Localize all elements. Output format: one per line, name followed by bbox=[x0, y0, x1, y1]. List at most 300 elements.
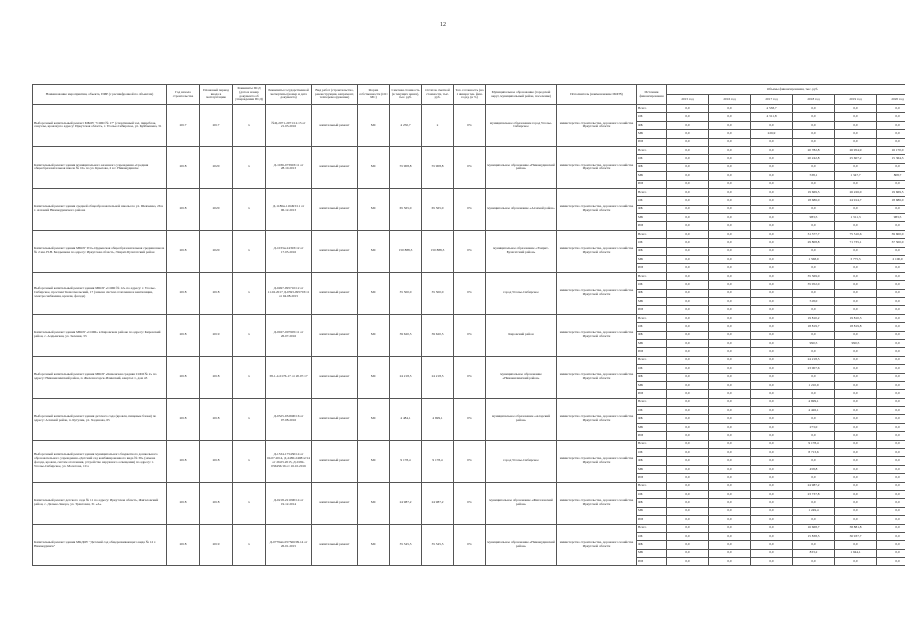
funding-value: 24 218,5 bbox=[793, 356, 835, 364]
funding-value: 0,0 bbox=[667, 482, 709, 490]
funding-value: 19 669,5 bbox=[877, 188, 905, 196]
funding-value: 0,0 bbox=[751, 381, 793, 389]
funding-value: 0,0 bbox=[793, 222, 835, 230]
municipality: муниципальное образование «Алзамай район» bbox=[486, 188, 557, 230]
funding-value: 0,0 bbox=[751, 323, 793, 331]
executor: министерство строительства, дорожного хозяйства Иркутской области bbox=[557, 230, 637, 272]
municipality: муниципальное образование город Усолье-Сибирское bbox=[486, 105, 557, 147]
funding-value: 0,0 bbox=[835, 205, 877, 213]
year-commission: 2018 bbox=[200, 482, 233, 524]
funding-value: 0,0 bbox=[709, 440, 751, 448]
funding-value: 0,0 bbox=[709, 105, 751, 113]
funding-value: 0,0 bbox=[751, 339, 793, 347]
funding-value: 0,0 bbox=[835, 465, 877, 473]
funding-value: 35 569,0 bbox=[793, 272, 835, 280]
estimated-cost: 4 250,7 bbox=[390, 105, 422, 147]
funding-value: 0,0 bbox=[751, 272, 793, 280]
funding-source-label: МБ bbox=[637, 339, 667, 347]
funding-value: 0,0 bbox=[667, 272, 709, 280]
municipality: муниципальное образование «Эхирит-Булагатский район» bbox=[486, 230, 557, 272]
funding-value: 0,0 bbox=[751, 281, 793, 289]
funding-value: 0,0 bbox=[835, 222, 877, 230]
funding-value: 0,0 bbox=[877, 398, 905, 406]
funding-value: 4 426,1 bbox=[793, 407, 835, 415]
readiness: 0% bbox=[454, 398, 486, 440]
funding-value: 0,0 bbox=[877, 314, 905, 322]
table-row bbox=[33, 440, 905, 448]
funding-value: 39 600,0 bbox=[877, 230, 905, 238]
funding-value: 0,0 bbox=[709, 281, 751, 289]
funding-value: 0,0 bbox=[835, 264, 877, 272]
funding-value: 0,0 bbox=[793, 390, 835, 398]
funding-value: 0,0 bbox=[877, 516, 905, 524]
funding-value: 24 987,2 bbox=[793, 482, 835, 490]
expertise-details: Д-1033н-24393/12 от 17.05.2016 bbox=[266, 230, 312, 272]
funding-value: 0,0 bbox=[667, 432, 709, 440]
funding-value: 0,0 bbox=[667, 558, 709, 566]
funding-value: 35 052,0 bbox=[793, 281, 835, 289]
work-type: капитальный ремонт bbox=[312, 482, 358, 524]
expertise-details: 38-1-4-0176-17 от 20.07.17 bbox=[266, 356, 312, 398]
header-year: 2017 год bbox=[751, 95, 793, 105]
funding-value: 0,0 bbox=[667, 306, 709, 314]
readiness: 0% bbox=[454, 356, 486, 398]
funding-value: 0,0 bbox=[835, 432, 877, 440]
object-name: Капитальный ремонт здания МКДОУ "Детский сад общеразвивающего вида № 12 г. Нижнеудинск" bbox=[33, 524, 167, 566]
ownership: МС bbox=[358, 188, 390, 230]
funding-value: 0,0 bbox=[835, 163, 877, 171]
table-row bbox=[33, 146, 905, 154]
funding-value: 0,0 bbox=[877, 289, 905, 297]
year-start: 2018 bbox=[167, 146, 200, 188]
funding-value: 0,0 bbox=[877, 272, 905, 280]
municipality: муниципальное образование «Аларский район» bbox=[486, 398, 557, 440]
funding-value: 0,0 bbox=[667, 256, 709, 264]
funding-value: 0,0 bbox=[709, 558, 751, 566]
funding-value: 26 226,0 bbox=[835, 188, 877, 196]
funding-value: 0,0 bbox=[709, 415, 751, 423]
funding-value: 0,0 bbox=[835, 272, 877, 280]
funding-value: 0,0 bbox=[667, 281, 709, 289]
funding-value: 518,0 bbox=[793, 297, 835, 305]
funding-source-label: ОБ bbox=[637, 239, 667, 247]
readiness: 0% bbox=[454, 188, 486, 230]
funding-value: 0,0 bbox=[709, 323, 751, 331]
funding-value: 0,0 bbox=[793, 373, 835, 381]
pdd-details: x bbox=[233, 440, 266, 482]
funding-value: 75 510,6 bbox=[835, 230, 877, 238]
funding-value: 0,0 bbox=[877, 440, 905, 448]
funding-value: 0,0 bbox=[709, 398, 751, 406]
funding-value: 0,0 bbox=[709, 457, 751, 465]
funding-value: 4 699,1 bbox=[793, 398, 835, 406]
year-commission: 2019 bbox=[200, 524, 233, 566]
funding-value: 0,0 bbox=[835, 281, 877, 289]
funding-value: 0,0 bbox=[751, 188, 793, 196]
funding-value: 0,0 bbox=[709, 272, 751, 280]
funding-value: 0,0 bbox=[709, 130, 751, 138]
funding-value: 0,0 bbox=[709, 365, 751, 373]
funding-value: 0,0 bbox=[667, 197, 709, 205]
year-commission: 2018 bbox=[200, 440, 233, 482]
funding-value: 0,0 bbox=[709, 449, 751, 457]
table-row bbox=[33, 482, 905, 490]
funding-value: 0,0 bbox=[793, 105, 835, 113]
funding-value: 16 668,7 bbox=[793, 524, 835, 532]
funding-value: 0,0 bbox=[667, 188, 709, 196]
funding-value: 0,0 bbox=[877, 507, 905, 515]
table-body bbox=[33, 105, 905, 566]
funding-source-label: ФБ bbox=[637, 373, 667, 381]
work-type: капитальный ремонт bbox=[312, 188, 358, 230]
funding-source-label: ФБ bbox=[637, 415, 667, 423]
funding-value: 0,0 bbox=[835, 482, 877, 490]
funding-value: 0,0 bbox=[835, 407, 877, 415]
estimated-cost: 150 888,3 bbox=[390, 230, 422, 272]
object-name: Выборочный капитальный ремонт МБОУ "СОШ № 17" (спортивный зал, пищеблок, санузлы, кровля) по адресу: Иркутская область, г. Усолье-Сибирское, ул. Куйбышева, 31 bbox=[33, 105, 167, 147]
funding-value: 0,0 bbox=[751, 407, 793, 415]
pdd-details: x bbox=[233, 398, 266, 440]
funding-source-label: ОБ bbox=[637, 449, 667, 457]
funding-value: 0,0 bbox=[751, 440, 793, 448]
funding-value: 0,0 bbox=[709, 256, 751, 264]
funding-value: 0,0 bbox=[709, 532, 751, 540]
funding-value: 0,0 bbox=[751, 306, 793, 314]
funding-value: 0,0 bbox=[667, 490, 709, 498]
executor: министерство строительства, дорожного хозяйства Иркутской области bbox=[557, 272, 637, 314]
funding-value: 0,0 bbox=[877, 281, 905, 289]
funding-source-label: Всего bbox=[637, 188, 667, 196]
executor: министерство строительства, дорожного хозяйства Иркутской области bbox=[557, 482, 637, 524]
object-name: Капитальный ремонт здания МБОУ «СОШ» в Кировском районе по адресу: Кировский район, с. Алдынская, ул. Зеленая, 33 bbox=[33, 314, 167, 356]
funding-value: 0,0 bbox=[793, 516, 835, 524]
funding-value: 0,0 bbox=[835, 398, 877, 406]
funding-value: 0,0 bbox=[877, 490, 905, 498]
funding-value: 0,0 bbox=[751, 532, 793, 540]
funding-value: 0,0 bbox=[667, 356, 709, 364]
remaining-cost: 4 699,1 bbox=[422, 398, 454, 440]
funding-value: 0,0 bbox=[709, 432, 751, 440]
funding-source-label: ИИ bbox=[637, 474, 667, 482]
funding-value: 0,0 bbox=[751, 449, 793, 457]
funding-value: 0,0 bbox=[877, 390, 905, 398]
header-municipality: Муниципальное образование (городской округ, муниципальный район, поселение) bbox=[486, 85, 557, 105]
funding-value: 808,7 bbox=[877, 172, 905, 180]
pdd-details: x bbox=[233, 356, 266, 398]
funding-value: 0,0 bbox=[877, 549, 905, 557]
expertise-details: Д-0779нп-057560/09.14 от 26.01.2015 bbox=[266, 524, 312, 566]
funding-value: 18 819,7 bbox=[793, 323, 835, 331]
header-executor: Исполнитель (наименование ИОГВ) bbox=[557, 85, 637, 105]
funding-value: 0,0 bbox=[667, 440, 709, 448]
funding-value: 0,0 bbox=[667, 373, 709, 381]
funding-value: 0,0 bbox=[877, 163, 905, 171]
readiness: 0% bbox=[454, 146, 486, 188]
object-name: Выборочный капитальный ремонт здания МБОУ «Каменская средняя СОШ № 2» по адресу: Нижнеилимский район, п. Железногорск-Илимский, квартал 1, дом 43 bbox=[33, 356, 167, 398]
funding-value: 0,0 bbox=[877, 381, 905, 389]
funding-value: 0,0 bbox=[793, 541, 835, 549]
funding-value: 0,0 bbox=[835, 130, 877, 138]
year-start: 2018 bbox=[167, 314, 200, 356]
municipality: Кировский район bbox=[486, 314, 557, 356]
funding-value: 0,0 bbox=[835, 440, 877, 448]
ownership: МС bbox=[358, 440, 390, 482]
funding-value: 0,0 bbox=[835, 457, 877, 465]
year-start: 2018 bbox=[167, 272, 200, 314]
funding-value: 0,0 bbox=[709, 423, 751, 431]
funding-value: 0,0 bbox=[709, 499, 751, 507]
year-start: 2018 bbox=[167, 188, 200, 230]
funding-value: 0,0 bbox=[667, 138, 709, 146]
funding-value: 0,0 bbox=[667, 532, 709, 540]
ownership: МС bbox=[358, 482, 390, 524]
funding-value: 0,0 bbox=[877, 482, 905, 490]
funding-value: 0,0 bbox=[667, 163, 709, 171]
header-year: 2016 год bbox=[709, 95, 751, 105]
remaining-cost: 24 987,2 bbox=[422, 482, 454, 524]
funding-source-label: ОБ bbox=[637, 281, 667, 289]
funding-value: 71 735,1 bbox=[835, 239, 877, 247]
funding-value: 0,0 bbox=[751, 365, 793, 373]
funding-value: 23 737,8 bbox=[793, 490, 835, 498]
funding-value: 0,0 bbox=[709, 549, 751, 557]
executor: министерство строительства, дорожного хозяйства Иркутской области bbox=[557, 314, 637, 356]
pdd-details: x bbox=[233, 105, 266, 147]
funding-value: 0,0 bbox=[751, 415, 793, 423]
expertise-details: №Ц-2071-2071/12.15 от 21.03.2016 bbox=[266, 105, 312, 147]
header-expertise: Реквизиты государственной экспертизы (номер и дата документа) bbox=[266, 85, 312, 105]
funding-source-label: ОБ bbox=[637, 197, 667, 205]
table-row bbox=[33, 524, 905, 532]
pdd-details: x bbox=[233, 272, 266, 314]
work-type: капитальный ремонт bbox=[312, 356, 358, 398]
funding-value: 0,0 bbox=[751, 457, 793, 465]
funding-value: 0,0 bbox=[709, 205, 751, 213]
executor: министерство строительства, дорожного хозяйства Иркутской области bbox=[557, 356, 637, 398]
municipality: город Усолье-Сибирское bbox=[486, 440, 557, 482]
pdd-details: x bbox=[233, 314, 266, 356]
funding-source-label: Всего bbox=[637, 524, 667, 532]
funding-value: 0,0 bbox=[667, 390, 709, 398]
funding-value: 0,0 bbox=[751, 214, 793, 222]
funding-source-label: МБ bbox=[637, 130, 667, 138]
year-commission: 2020 bbox=[200, 230, 233, 272]
funding-value: 0,0 bbox=[667, 323, 709, 331]
funding-value: 0,0 bbox=[877, 113, 905, 121]
funding-value: 0,0 bbox=[793, 180, 835, 188]
funding-value: 0,0 bbox=[709, 138, 751, 146]
funding-value: 0,0 bbox=[709, 507, 751, 515]
funding-value: 0,0 bbox=[751, 138, 793, 146]
funding-value: 0,0 bbox=[751, 541, 793, 549]
year-commission: 2018 bbox=[200, 356, 233, 398]
funding-value: 0,0 bbox=[877, 339, 905, 347]
funding-value: 4 311,8 bbox=[751, 113, 793, 121]
funding-value: 0,0 bbox=[877, 474, 905, 482]
expertise-details: Д-1534-175430/14 от 04.07.2014, Д-2480-240812/14 от 26.05.2015, Д-0184-036456/16 от 16.10.2016 bbox=[266, 440, 312, 482]
funding-source-label: МБ bbox=[637, 549, 667, 557]
funding-value: 18 686,0 bbox=[793, 197, 835, 205]
funding-value: 0,0 bbox=[835, 365, 877, 373]
object-name: Капитальный ремонт здания МБОУ Усть-Ордынская общеобразовательная средняя школа № 2 им. Н.Н. Балдышева по адресу: Иркутская область, Эхирит-Булагатский район bbox=[33, 230, 167, 272]
funding-value: 0,0 bbox=[877, 297, 905, 305]
funding-value: 0,0 bbox=[709, 331, 751, 339]
pdd-details: x bbox=[233, 146, 266, 188]
funding-value: 0,0 bbox=[667, 239, 709, 247]
estimated-cost: 35 345,5 bbox=[390, 524, 422, 566]
header-name: Наименование мероприятия, объекта, ПИР (с расшифровкой по объектам) bbox=[33, 85, 167, 105]
funding-value: 0,0 bbox=[667, 499, 709, 507]
header-estimated-cost: Сметная стоимость (в текущих ценах), тыс. руб. bbox=[390, 85, 422, 105]
funding-value: 0,0 bbox=[709, 214, 751, 222]
ownership: МС bbox=[358, 272, 390, 314]
work-type: капитальный ремонт bbox=[312, 398, 358, 440]
funding-value: 0,0 bbox=[709, 264, 751, 272]
funding-value: 0,0 bbox=[709, 373, 751, 381]
funding-value: 0,0 bbox=[709, 247, 751, 255]
funding-value: 0,0 bbox=[709, 390, 751, 398]
funding-value: 0,0 bbox=[793, 331, 835, 339]
funding-value: 0,0 bbox=[877, 323, 905, 331]
funding-value: 0,0 bbox=[835, 449, 877, 457]
funding-source-label: МБ bbox=[637, 297, 667, 305]
funding-value: 31 377,7 bbox=[793, 230, 835, 238]
year-start: 2017 bbox=[167, 105, 200, 147]
funding-value: 0,0 bbox=[709, 465, 751, 473]
funding-value: 0,0 bbox=[835, 121, 877, 129]
funding-value: 0,0 bbox=[835, 558, 877, 566]
funding-value: 0,0 bbox=[709, 314, 751, 322]
funding-value: 0,0 bbox=[751, 499, 793, 507]
funding-value: 0,0 bbox=[667, 205, 709, 213]
readiness: 0% bbox=[454, 314, 486, 356]
funding-value: 0,0 bbox=[877, 356, 905, 364]
remaining-cost: 24 218,5 bbox=[422, 356, 454, 398]
funding-source-label: Всего bbox=[637, 314, 667, 322]
funding-value: 0,0 bbox=[835, 423, 877, 431]
funding-value: 0,0 bbox=[667, 365, 709, 373]
funding-value: 0,0 bbox=[877, 415, 905, 423]
funding-source-label: ИИ bbox=[637, 432, 667, 440]
funding-source-label: МБ bbox=[637, 214, 667, 222]
object-name: Капитальный ремонт здания муниципального казенного учреждения «Средняя общеобразовательная школа № 10» по ул. Крылова, 2 в г. Нижнеудинске bbox=[33, 146, 167, 188]
funding-value: 0,0 bbox=[667, 465, 709, 473]
funding-value: 0,0 bbox=[667, 524, 709, 532]
funding-value: 0,0 bbox=[709, 348, 751, 356]
funding-value: 538,1 bbox=[793, 172, 835, 180]
expertise-details: Д-0497-095710/12 от 11.02.2017 Д-0393-095703/11 от 04.08.2015 bbox=[266, 272, 312, 314]
remaining-cost: 35 345,5 bbox=[422, 524, 454, 566]
funding-value: 0,0 bbox=[751, 558, 793, 566]
funding-value: 458,8 bbox=[793, 465, 835, 473]
funding-value: 226,9 bbox=[751, 130, 793, 138]
readiness: 0% bbox=[454, 440, 486, 482]
funding-source-label: МБ bbox=[637, 381, 667, 389]
funding-value: 0,0 bbox=[835, 306, 877, 314]
funding-value: 18 819,8 bbox=[835, 323, 877, 331]
funding-value: 0,0 bbox=[877, 457, 905, 465]
funding-value: 0,0 bbox=[667, 130, 709, 138]
funding-value: 20 242,8 bbox=[793, 155, 835, 163]
expertise-details: Д-1036-073903/11 от 28.10.2013 bbox=[266, 146, 312, 188]
funding-value: 0,0 bbox=[751, 205, 793, 213]
funding-source-label: МБ bbox=[637, 465, 667, 473]
funding-value: 0,0 bbox=[877, 105, 905, 113]
executor: министерство строительства, дорожного хозяйства Иркутской области bbox=[557, 524, 637, 566]
remaining-cost: 39 620,5 bbox=[422, 314, 454, 356]
funding-value: 4 538,7 bbox=[751, 105, 793, 113]
ownership: МС bbox=[358, 230, 390, 272]
funding-value: 26 954,9 bbox=[835, 146, 877, 154]
funding-value: 0,0 bbox=[667, 180, 709, 188]
funding-value: 0,0 bbox=[667, 297, 709, 305]
funding-value: 990,5 bbox=[835, 339, 877, 347]
funding-source-label: ИИ bbox=[637, 138, 667, 146]
funding-value: 0,0 bbox=[835, 180, 877, 188]
funding-value: 0,0 bbox=[751, 373, 793, 381]
funding-value: 0,0 bbox=[709, 172, 751, 180]
funding-value: 0,0 bbox=[709, 516, 751, 524]
funding-source-label: ИИ bbox=[637, 390, 667, 398]
funding-value: 0,0 bbox=[835, 356, 877, 364]
funding-value: 990,5 bbox=[793, 339, 835, 347]
funding-value: 0,0 bbox=[877, 541, 905, 549]
funding-value: 24 914,7 bbox=[835, 197, 877, 205]
funding-value: 0,0 bbox=[793, 457, 835, 465]
funding-value: 0,0 bbox=[667, 105, 709, 113]
funding-value: 0,0 bbox=[877, 524, 905, 532]
funding-value: 0,0 bbox=[751, 474, 793, 482]
funding-source-label: Всего bbox=[637, 440, 667, 448]
funding-value: 0,0 bbox=[751, 507, 793, 515]
object-name: Выборочный капитальный ремонт здания МБОУ «СОШ № 12» по адресу: г. Усолье-Сибирское, проспект Комсомольский, 17 (замена систем отопления и вентиляции, электроснабжения, кровли, фасада) bbox=[33, 272, 167, 314]
pdd-details: x bbox=[233, 482, 266, 524]
funding-value: 0,0 bbox=[709, 121, 751, 129]
funding-value: 15 364,3 bbox=[877, 155, 905, 163]
funding-value: 0,0 bbox=[667, 516, 709, 524]
funding-value: 0,0 bbox=[751, 398, 793, 406]
funding-value: 0,0 bbox=[877, 432, 905, 440]
funding-source-label: Всего bbox=[637, 398, 667, 406]
funding-value: 0,0 bbox=[709, 197, 751, 205]
year-start: 2018 bbox=[167, 482, 200, 524]
funding-value: 0,0 bbox=[877, 373, 905, 381]
funding-value: 0,0 bbox=[667, 423, 709, 431]
funding-value: 0,0 bbox=[793, 138, 835, 146]
funding-value: 0,0 bbox=[667, 155, 709, 163]
funding-value: 0,0 bbox=[793, 247, 835, 255]
funding-source-label: ОБ bbox=[637, 155, 667, 163]
funding-value: 0,0 bbox=[751, 490, 793, 498]
funding-source-label: ОБ bbox=[637, 365, 667, 373]
funding-value: 0,0 bbox=[835, 113, 877, 121]
funding-value: 0,0 bbox=[751, 146, 793, 154]
funding-source-label: ИИ bbox=[637, 222, 667, 230]
funding-value: 0,0 bbox=[793, 348, 835, 356]
executor: министерство строительства, дорожного хозяйства Иркутской области bbox=[557, 398, 637, 440]
funding-value: 19 810,3 bbox=[835, 314, 877, 322]
funding-value: 0,0 bbox=[877, 449, 905, 457]
funding-source-label: ФБ bbox=[637, 247, 667, 255]
funding-source-label: ИИ bbox=[637, 306, 667, 314]
pdd-details: x bbox=[233, 230, 266, 272]
table-row bbox=[33, 188, 905, 196]
funding-value: 0,0 bbox=[751, 331, 793, 339]
funding-value: 0,0 bbox=[667, 457, 709, 465]
ownership: МС bbox=[358, 314, 390, 356]
funding-value: 0,0 bbox=[835, 474, 877, 482]
funding-value: 0,0 bbox=[793, 264, 835, 272]
